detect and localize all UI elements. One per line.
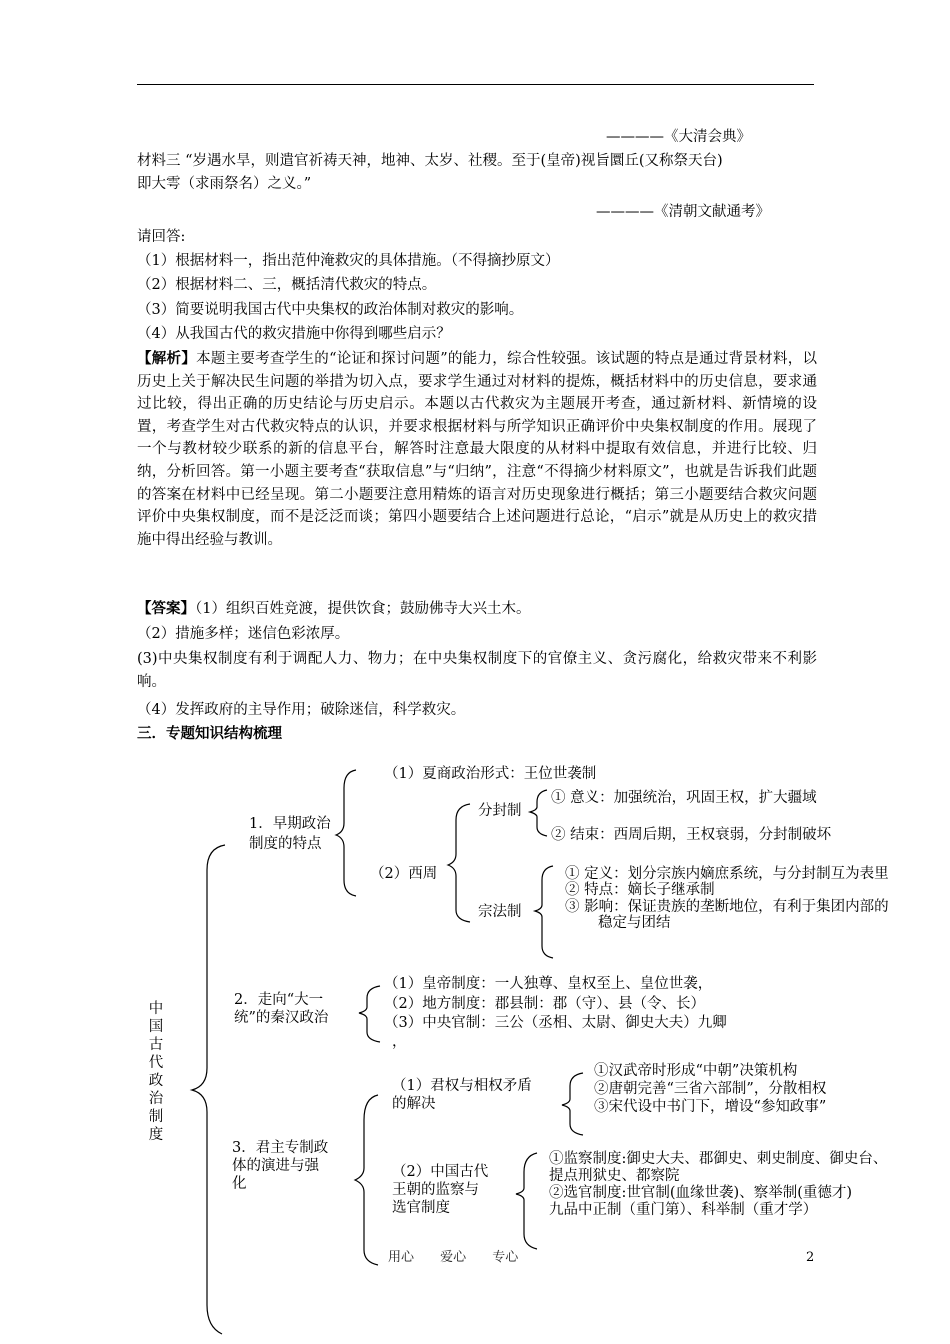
n3-label-line3: 化 xyxy=(232,1176,247,1192)
analysis-label: 【解析】 xyxy=(137,350,197,367)
n3-label-line2: 体的演进与强 xyxy=(232,1158,319,1174)
n3-label-line1: 3．君主专制政 xyxy=(232,1140,329,1156)
n1-1: （1）夏商政治形式：王位世袭制 xyxy=(384,766,597,782)
n3-1-b: ②唐朝完善“三省六部制”，分散相权 xyxy=(594,1081,827,1097)
section-title: 三．专题知识结构梳理 xyxy=(137,725,282,742)
n2-3: （3）中央官制：三公（丞相、太尉、御史大夫）九卿 xyxy=(384,1015,727,1031)
fenfeng-2: ② 结束：西周后期，王权衰弱，分封制破坏 xyxy=(551,827,832,843)
zongfa-3b: 稳定与团结 xyxy=(598,915,671,931)
n3-1-line1: （1）君权与相权矛盾 xyxy=(392,1078,532,1094)
n3-1-a: ①汉武帝时形成“中朝”决策机构 xyxy=(594,1063,798,1079)
material3-line2: 即大雩（求雨祭名）之义。” xyxy=(137,176,312,192)
answer-4: （4）发挥政府的主导作用；破除迷信，科学救灾。 xyxy=(137,702,466,718)
fenfeng-1: ① 意义：加强统治，巩固王权，扩大疆域 xyxy=(551,790,817,806)
answer-3: (3)中央集权制度有利于调配人力、物力；在中央集权制度下的官僚主义、贪污腐化，给救灾带来不利影响。 xyxy=(137,651,817,690)
zongfa-1: ① 定义：划分宗族内嫡庶系统，与分封制互为表里 xyxy=(565,866,889,882)
question-2: （2）根据材料二、三，概括清代救灾的特点。 xyxy=(137,277,437,293)
n1-label-line1: 1．早期政治 xyxy=(249,816,331,832)
answer-label: 【答案】 xyxy=(137,600,195,617)
n2-comma: ， xyxy=(392,1034,407,1050)
n3-1-line2: 的解决 xyxy=(392,1096,436,1112)
n3-2-line1: （2）中国古代 xyxy=(392,1164,489,1180)
ask-label: 请回答: xyxy=(137,229,186,245)
n3-2-line2: 王朝的监察与 xyxy=(392,1182,479,1198)
zongfa-label: 宗法制 xyxy=(478,904,522,920)
n2-label-line1: 2．走向“大一 xyxy=(234,992,324,1008)
n1-2-xizhou: （2）西周 xyxy=(370,866,438,882)
n1-label-line2: 制度的特点 xyxy=(249,836,322,852)
question-4: （4）从我国古代的救灾措施中你得到哪些启示？ xyxy=(137,326,451,342)
zongfa-3: ③ 影响：保证贵族的垄断地位，有利于集团内部的 xyxy=(565,899,889,915)
source-daqinghuidian: ————《大清会典》 xyxy=(606,129,751,145)
n3-1-c: ③宋代设中书门下，增设“参知政事” xyxy=(594,1099,827,1115)
n3-2-line3: 选官制度 xyxy=(392,1200,450,1216)
zongfa-2: ② 特点：嫡长子继承制 xyxy=(565,882,715,898)
n2-2: （2）地方制度：郡县制：郡（守）、县（令、长） xyxy=(384,996,705,1012)
n2-1: （1）皇帝制度：一人独尊、皇权至上、皇位世袭， xyxy=(384,976,713,992)
n3-2-b2: 九品中正制（重门第）、科举制（重才学） xyxy=(549,1202,818,1218)
answer-2: （2）措施多样；迷信色彩浓厚。 xyxy=(137,626,350,642)
fenfeng-label: 分封制 xyxy=(478,803,522,819)
answer-1: 【答案】（1）组织百姓竞渡，提供饮食；鼓励佛寺大兴土木。 xyxy=(137,600,531,617)
n2-label-line2: 统”的秦汉政治 xyxy=(234,1010,329,1026)
n3-2-a: ①监察制度:御史大夫、郡御史、刺史制度、御史台、 xyxy=(549,1151,888,1167)
n3-2-b: ②选官制度:世官制(血缘世袭)、察举制(重德才) xyxy=(549,1185,853,1201)
question-3: （3）简要说明我国古代中央集权的政治体制对救灾的影响。 xyxy=(137,302,524,318)
n3-2-a2: 提点刑狱史、都察院 xyxy=(549,1168,680,1184)
footer-text: 用心 爱心 专心 xyxy=(388,1250,519,1265)
source-qingchaowenxian: ————《清朝文献通考》 xyxy=(596,204,770,220)
tree-root-label: 中国古代政治制度 xyxy=(148,1001,164,1143)
analysis-text: 本题主要考查学生的“论证和探讨问题”的能力，综合性较强。该试题的特点是通过背景材料，以历史上关于解决民生问题的举措为切入点，要求学生通过对材料的提炼，概括材料中的历史信息，要求通过比较，得出正确的历史结论与历史启示。本题以古代救灾为主题展开考查，通过新材料、新情境的设置，考查学生对古代救灾特点的认识，并要求根据材料与所学知识正确评价中央集权制度的作用。展现了一个与教材较少联系的新的信息平台，解答时注意最大限度的从材料中提取有效信息，并进行比较、归纳，分析回答。第一小题主要考查“获取信息”与“归纳”，注意“不得摘少材料原文”，也就是告诉我们此题的答案在材料中已经呈现。第二小题要注意用精炼的语言对历史现象进行概括；第三小题要结合救灾问题评价中央集权制度，而不是泛泛而谈；第四小题要结合上述问题进行总论，“启示”就是从历史上的救灾措施中得出经验与教训。 xyxy=(137,351,818,548)
material3-line1: 材料三 “岁遇水旱，则遣官祈祷天神，地神、太岁、社稷。至于(皇帝)视旨圜丘(又称祭天台) xyxy=(137,153,723,169)
question-1: （1）根据材料一，指出范仲淹救灾的具体措施。（不得摘抄原文） xyxy=(137,253,560,269)
page-number: 2 xyxy=(806,1250,815,1265)
